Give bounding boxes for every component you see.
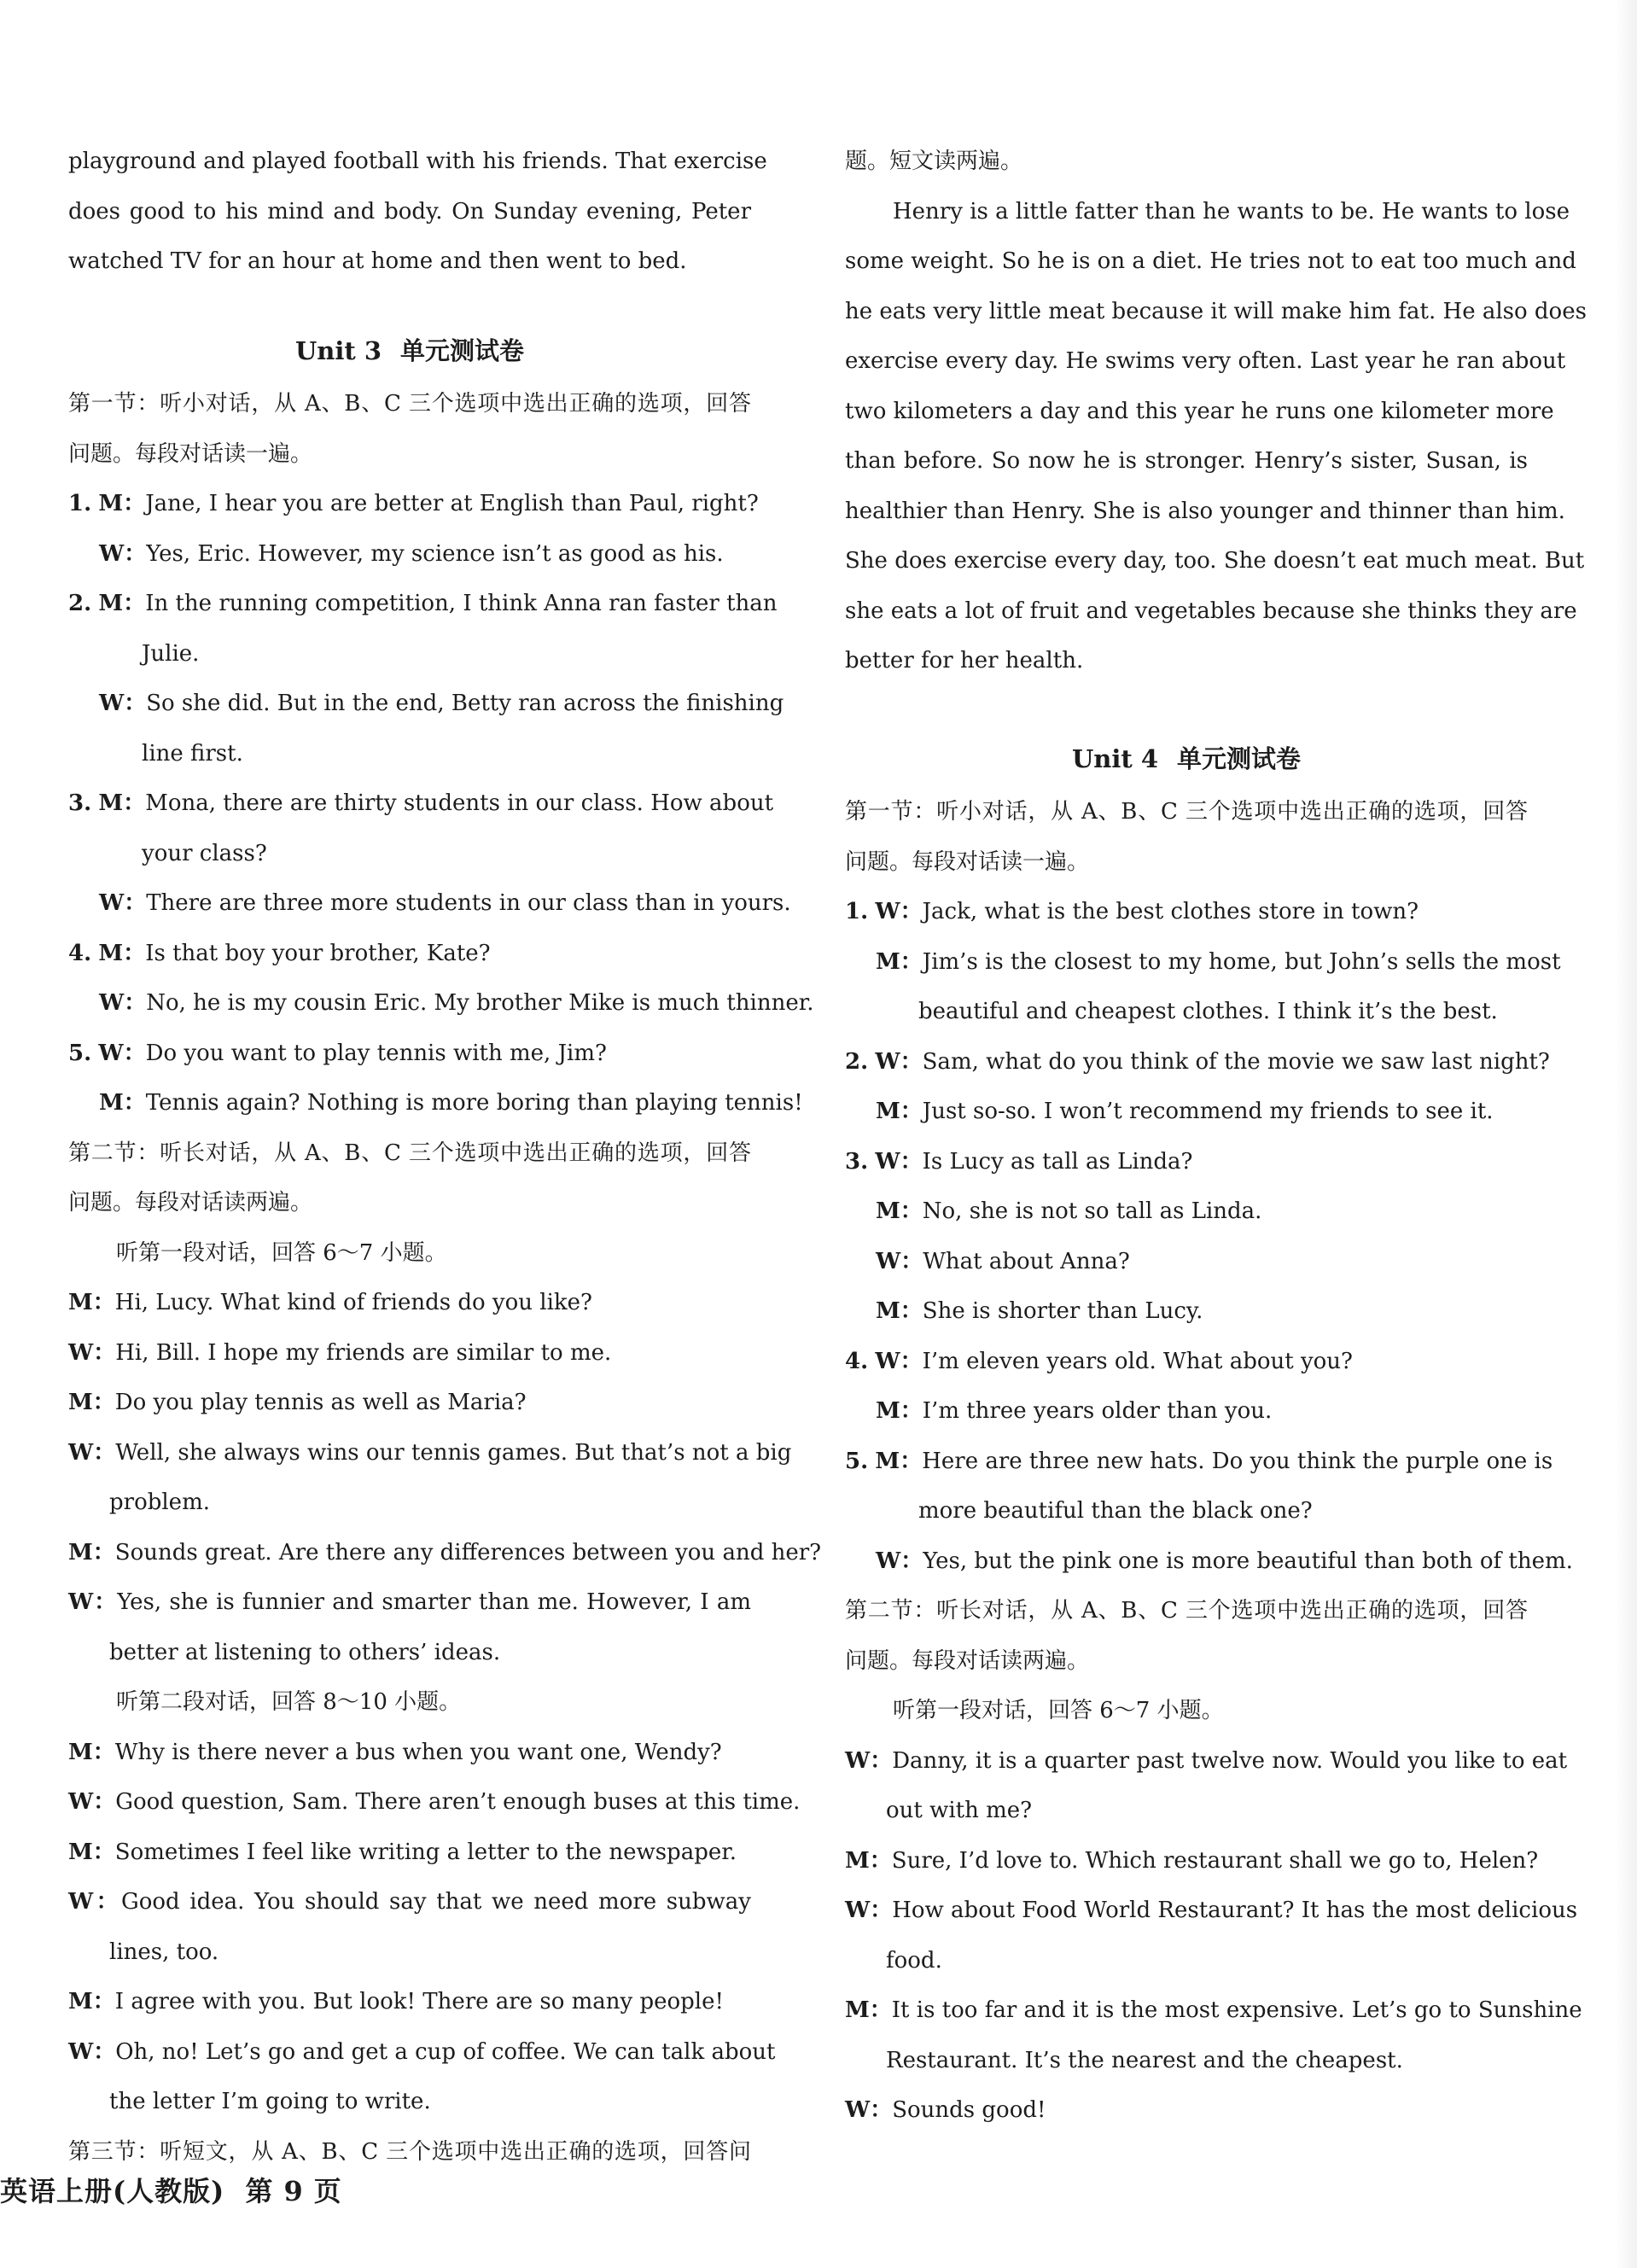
dialog-text: She is shorter than Lucy. [922,1298,1203,1324]
dialog-line-cont: your class? [142,840,267,866]
dialog-line [68,1428,792,1478]
dialog-note: 听第一段对话，回答 6～7 小题。 [116,1239,447,1266]
page-footer [0,2170,352,2209]
dialog-line [68,1078,803,1128]
dialog-line [68,1828,751,1878]
dialog-text: Oh, no! Let’s go and get a cup of coffee. We can talk about [115,2038,776,2065]
dialog-line [845,1386,1528,1437]
question-number: 5. [68,1040,92,1066]
passage-line: She does exercise every day, too. She doesn’t eat much meat. But [845,548,1585,574]
passage-line: he eats very little meat because it will make him fat. He also does [845,298,1587,324]
section3-instruction-cont: 题。短文读两遍。 [845,149,1023,174]
dialog-line [845,1736,1568,1787]
question-number: 4. [68,940,92,966]
dialog-line [68,929,751,979]
dialog-text: I’m three years older than you. [922,1398,1273,1424]
speaker: M： [98,491,146,516]
speaker: M： [876,1198,923,1224]
dialog-text: Here are three new hats. Do you think the purple one is [922,1448,1553,1474]
passage-line: better for her health. [845,648,1084,673]
dialog-text: Do you play tennis as well as Maria? [114,1390,527,1415]
dialog-text: Why is there never a bus when you want one, Wendy? [114,1739,722,1765]
dialog-line [845,1985,1582,2036]
dialog-text: No, she is not so tall as Linda. [922,1198,1262,1224]
intro-line-3: watched TV for an hour at home and then went to bed. [68,248,687,274]
section2-instruction: 第二节：听长对话，从 A、B、C 三个选项中选出正确的选项，回答 [68,1140,751,1166]
dialog-line [68,1577,751,1628]
passage-line: than before. So now he is stronger. Henry’s sister, Susan, is [845,448,1528,474]
passage-line: two kilometers a day and this year he runs one kilometer more [845,398,1554,424]
speaker: M： [68,1539,115,1565]
speaker: M： [98,940,146,966]
dialog-line-cont: Julie. [142,640,200,667]
passage-line: exercise every day. He swims very often. Last year he ran about [845,348,1566,374]
question-number: 1. [68,491,92,516]
dialog-line [845,1087,1528,1137]
dialog-line [845,1186,1528,1237]
dialog-line [68,1728,751,1778]
question-number: 3. [68,790,92,816]
dialog-text: How about Food World Restaurant? It has the most delicious [892,1898,1578,1923]
dialog-text: Good idea. You should say that we need more subway [120,1889,751,1915]
dialog-text: Yes, she is funnier and smarter than me. However, I am [117,1589,751,1615]
speaker: M： [845,1997,892,2023]
dialog-line [68,1029,751,1079]
dialog-line [845,1886,1578,1936]
dialog-line [845,1286,1528,1337]
dialog-line [68,878,791,929]
dialog-text: In the running competition, I think Anna ran faster than [145,591,778,616]
speaker: W： [68,1589,118,1615]
page-suffix: 页 [313,2175,342,2207]
dialog-text: Sam, what do you think of the movie we saw last night? [922,1048,1550,1075]
dialog-line-cont: problem. [109,1490,210,1515]
dialog-line [845,2085,1528,2136]
dialog-line [845,1037,1550,1087]
speaker: W： [99,540,147,567]
passage-line: Henry is a little fatter than he wants to be. He wants to lose [893,198,1570,224]
dialog-text: What about Anna? [923,1248,1130,1274]
speaker: M： [68,1290,115,1315]
speaker: W： [99,691,147,716]
section2-instruction: 第二节：听长对话，从 A、B、C 三个选项中选出正确的选项，回答 [845,1598,1528,1624]
speaker: W： [98,1040,146,1066]
speaker: W： [876,1248,923,1274]
dialog-line-cont: the letter I’m going to write. [109,2089,431,2114]
book-title: 英语上册(人教版) [0,2175,225,2207]
speaker: W： [99,990,147,1016]
unit4-subtitle: 单元测试卷 [1177,743,1302,773]
speaker: M： [98,790,146,816]
speaker: W： [68,1889,121,1915]
dialog-line [68,1328,751,1379]
dialog-text: I agree with you. But look! There are so many people! [114,1989,724,2014]
dialog-text: Is that boy your brother, Kate? [145,940,491,966]
dialog-line [845,1836,1539,1886]
page-number: 9 [283,2175,304,2207]
dialog-text: Tennis again? Nothing is more boring than playing tennis! [145,1090,803,1116]
question-number: 4. [845,1348,869,1374]
speaker: M： [68,1839,115,1865]
dialog-line [68,1528,822,1578]
question-number: 1. [845,899,869,924]
dialog-text: Jane, I hear you are better at English than Paul, right? [145,491,759,516]
right-column [845,137,1587,2136]
speaker: W： [845,1898,893,1923]
dialog-line [68,2027,776,2078]
speaker: M： [68,1989,115,2014]
dialog-line [68,1977,751,2027]
dialog-line [845,1237,1528,1287]
speaker: M： [68,1390,115,1415]
speaker: M： [99,1090,146,1116]
dialog-line [68,1777,801,1828]
dialog-line [68,1378,751,1428]
dialog-line [68,529,751,580]
dialog-text: Do you want to play tennis with me, Jim? [145,1040,607,1066]
left-column [68,137,822,2177]
speaker: M： [98,591,146,616]
dialog-line-cont: better at listening to others’ ideas. [109,1639,501,1665]
passage-line: some weight. So he is on a diet. He tries not to eat too much and [845,248,1576,274]
section2-instruction-cont: 问题。每段对话读两遍。 [845,1647,1090,1674]
dialog-line [68,778,774,829]
question-number: 5. [845,1448,869,1474]
question-number: 2. [68,591,92,616]
section1-instruction-cont: 问题。每段对话读一遍。 [68,440,313,467]
dialog-line [68,978,814,1029]
dialog-text: Sounds good! [892,2097,1046,2123]
dialog-line-cont: food. [886,1947,942,1974]
dialog-line [68,1278,751,1328]
page-edge-shadow [1615,0,1637,2268]
unit4-heading [845,734,1528,784]
speaker: W： [875,899,923,924]
speaker: M： [876,1099,923,1124]
section1-instruction: 第一节：听小对话，从 A、B、C 三个选项中选出正确的选项，回答 [845,799,1528,825]
speaker: W： [875,1348,923,1374]
speaker: M： [68,1739,115,1765]
speaker: M： [876,948,923,975]
dialog-text: Sure, I’d love to. Which restaurant shall we go to, Helen? [891,1847,1539,1874]
dialog-text: Jim’s is the closest to my home, but John’s sells the most [922,948,1561,975]
dialog-line-cont: line first. [142,740,243,767]
section2-instruction-cont: 问题。每段对话读两遍。 [68,1190,313,1216]
dialog-line [845,1337,1528,1387]
page-prefix: 第 [245,2175,274,2207]
dialog-text: Yes, but the pink one is more beautiful than both of them. [923,1548,1573,1574]
dialog-line [845,1536,1573,1587]
dialog-text: Well, she always wins our tennis games. But that’s not a big [115,1439,792,1466]
question-number: 2. [845,1048,869,1075]
dialog-line-cont: beautiful and cheapest clothes. I think it’s the best. [918,999,1498,1024]
dialog-line [68,579,778,629]
speaker: M： [875,1448,923,1474]
dialog-text: Just so-so. I won’t recommend my friends to see it. [922,1099,1494,1124]
dialog-line-cont: out with me? [886,1798,1033,1823]
speaker: W： [68,1339,116,1366]
dialog-line [845,887,1528,937]
intro-line-1: playground and played football with his friends. That exercise [68,149,767,174]
speaker: W： [99,890,147,916]
intro-line-2: does good to his mind and body. On Sunday evening, Peter [68,198,751,224]
dialog-text: It is too far and it is the most expensive. Let’s go to Sunshine [891,1997,1582,2023]
dialog-text: Good question, Sam. There aren’t enough buses at this time. [115,1789,801,1815]
dialog-line [845,1437,1553,1487]
dialog-text: So she did. But in the end, Betty ran across the finishing [146,691,784,716]
passage-line: she eats a lot of fruit and vegetables because she thinks they are [845,598,1577,624]
dialog-text: Danny, it is a quarter past twelve now. Would you like to eat [892,1747,1568,1774]
speaker: W： [875,1148,923,1175]
dialog-text: Yes, Eric. However, my science isn’t as good as his. [146,540,724,567]
question-number: 3. [845,1148,869,1175]
unit3-title: Unit 3 [294,335,382,365]
dialog-line [68,479,759,529]
dialog-note: 听第一段对话，回答 6～7 小题。 [893,1698,1224,1723]
speaker: M： [876,1298,923,1324]
dialog-line-cont: lines, too. [109,1939,219,1965]
unit4-title: Unit 4 [1071,743,1159,773]
unit3-heading [68,326,751,376]
speaker: W： [68,2038,116,2065]
speaker: M： [845,1847,892,1874]
dialog-text: There are three more students in our class than in yours. [146,890,791,916]
speaker: W： [845,1747,893,1774]
dialog-text: I’m eleven years old. What about you? [922,1348,1353,1374]
dialog-text: Jack, what is the best clothes store in town? [922,899,1419,924]
dialog-text: Hi, Bill. I hope my friends are similar to me. [115,1339,612,1366]
dialog-text: Is Lucy as tall as Linda? [922,1148,1193,1175]
speaker: W： [876,1548,923,1574]
section1-instruction-cont: 问题。每段对话读一遍。 [845,848,1090,875]
speaker: W： [68,1439,116,1466]
dialog-text: Sounds great. Are there any differences between you and her? [114,1539,822,1565]
dialog-note: 听第二段对话，回答 8～10 小题。 [116,1689,462,1715]
speaker: W： [875,1048,923,1075]
speaker: M： [876,1398,923,1424]
speaker: W： [68,1789,116,1815]
passage-line: healthier than Henry. She is also younger and thinner than him. [845,498,1565,524]
dialog-text: Mona, there are thirty students in our class. How about [145,790,774,816]
dialog-text: Hi, Lucy. What kind of friends do you like? [114,1290,592,1315]
section3-instruction: 第三节：听短文，从 A、B、C 三个选项中选出正确的选项，回答问 [68,2138,751,2165]
section1-instruction: 第一节：听小对话，从 A、B、C 三个选项中选出正确的选项，回答 [68,391,751,417]
dialog-text: Sometimes I feel like writing a letter to the newspaper. [114,1839,737,1865]
dialog-line [68,679,784,729]
unit3-subtitle: 单元测试卷 [400,335,525,365]
dialog-line [845,1137,1528,1187]
dialog-text: No, he is my cousin Eric. My brother Mike is much thinner. [146,990,814,1016]
dialog-line-cont: more beautiful than the black one? [918,1498,1313,1524]
dialog-line-cont: Restaurant. It’s the nearest and the cheapest. [886,2047,1403,2073]
dialog-line [68,1877,751,1927]
dialog-line [845,937,1561,988]
speaker: W： [845,2097,893,2123]
